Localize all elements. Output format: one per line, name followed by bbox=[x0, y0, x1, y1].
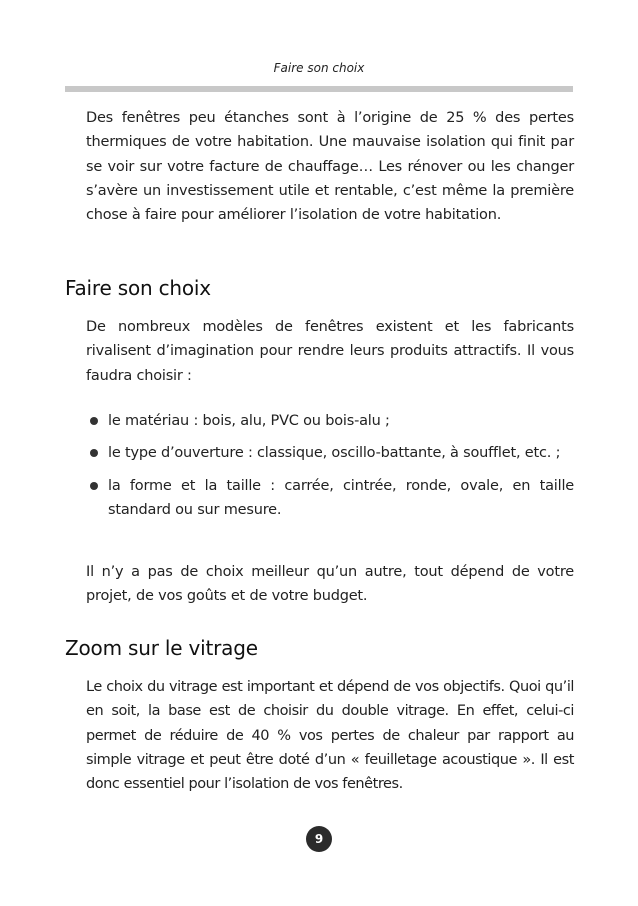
choice-list bbox=[90, 409, 574, 530]
section2-paragraph: Le choix du vitrage est important et dépend de vos objectifs. Quoi qu’il en soit, la base est de choisir du double vitrage. En effet, celui-ci permet de réduire de 40 % vos pertes de chaleur par rapport au simple vitrage et peut être doté d’un « feuilletage acoustique ». Il est donc essentiel pour l’isolation de vos fenêtres. bbox=[86, 679, 574, 793]
list-item bbox=[90, 441, 574, 465]
page-number-badge: 9 bbox=[306, 826, 332, 852]
intro-paragraph: Des fenêtres peu étanches sont à l’origine de 25 % des pertes thermiques de votre habitation. Une mauvaise isolation qui finit par se voir sur votre facture de chauffage… Les rénover ou les changer s’avère un investissement utile et rentable, c’est même la première chose à faire pour améliorer l’isolation de votre habitation. bbox=[86, 110, 574, 224]
section1-closing: Il n’y a pas de choix meilleur qu’un autre, tout dépend de votre projet, de vos goûts et de votre budget. bbox=[86, 564, 574, 605]
header-rule bbox=[65, 86, 573, 92]
section-heading-faire-son-choix: Faire son choix bbox=[65, 276, 211, 300]
bullet-icon bbox=[90, 449, 98, 457]
list-item bbox=[90, 409, 574, 433]
list-item-text: le matériau : bois, alu, PVC ou bois-alu ; bbox=[108, 413, 390, 429]
bullet-icon bbox=[90, 417, 98, 425]
list-item-text: la forme et la taille : carrée, cintrée, ronde, ovale, en taille standard ou sur mesure. bbox=[108, 477, 574, 518]
section-heading-zoom-vitrage: Zoom sur le vitrage bbox=[65, 636, 258, 660]
section1-paragraph: De nombreux modèles de fenêtres existent et les fabricants rivalisent d’imagination pour rendre leurs produits attractifs. Il vous faudra choisir : bbox=[86, 319, 574, 384]
list-item bbox=[90, 474, 574, 523]
running-title: Faire son choix bbox=[273, 61, 365, 75]
bullet-icon bbox=[90, 482, 98, 490]
list-item-text: le type d’ouverture : classique, oscillo-battante, à soufflet, etc. ; bbox=[108, 445, 561, 462]
